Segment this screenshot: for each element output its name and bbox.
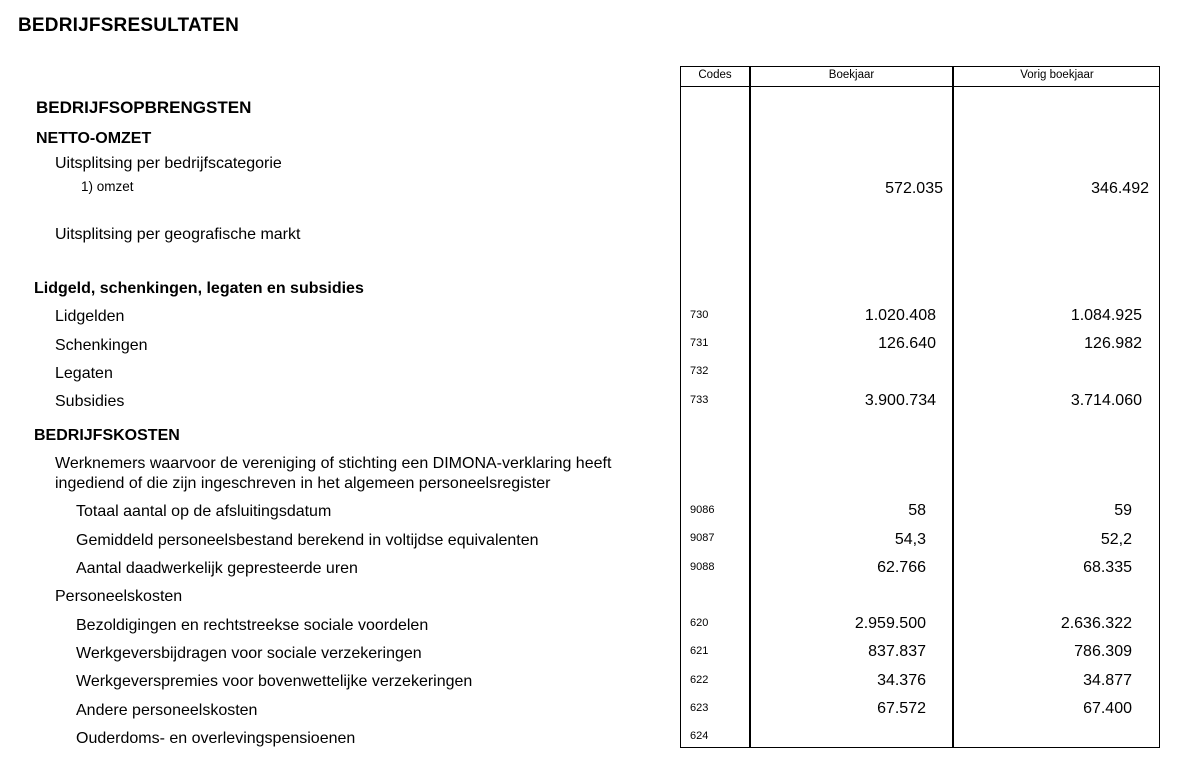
- subsection-heading-memberships-donations: Lidgeld, schenkingen, legaten en subsidies: [34, 280, 364, 297]
- value-previous-total-employees: 59: [1114, 502, 1132, 519]
- row-label-average-fte: Gemiddeld personeelsbestand berekend in voltijdse equivalenten: [76, 532, 539, 549]
- row-code-732: 732: [690, 365, 709, 377]
- current-column-divider: [952, 66, 954, 748]
- value-current-total-employees: 58: [908, 502, 926, 519]
- row-label-pensions: Ouderdoms- en overlevingspensioenen: [76, 730, 356, 747]
- row-code-624: 624: [690, 730, 709, 742]
- value-current-subsidies: 3.900.734: [864, 392, 936, 409]
- value-previous-subsidies: 3.714.060: [1070, 392, 1142, 409]
- value-current-schenkingen: 126.640: [878, 335, 936, 352]
- row-label-social-contributions: Werkgeversbijdragen voor sociale verzekeringen: [76, 645, 422, 662]
- value-previous-social-contributions: 786.309: [1074, 643, 1132, 660]
- header-divider: [680, 86, 1160, 87]
- row-label-extralegal-premiums: Werkgeverspremies voor bovenwettelijke verzekeringen: [76, 673, 473, 690]
- row-label-personnel-costs: Personeelskosten: [55, 588, 183, 605]
- row-code-9086: 9086: [690, 504, 715, 516]
- row-label-geographic-breakdown: Uitsplitsing per geografische markt: [55, 226, 301, 243]
- page-title: BEDRIJFSRESULTATEN: [18, 15, 240, 36]
- value-current-hours-worked: 62.766: [877, 559, 926, 576]
- row-code-621: 621: [690, 645, 709, 657]
- row-label-schenkingen: Schenkingen: [55, 337, 148, 354]
- row-label-employees-line1: Werknemers waarvoor de vereniging of stichting een DIMONA-verklaring heeft: [55, 455, 612, 472]
- row-label-category-breakdown: Uitsplitsing per bedrijfscategorie: [55, 155, 282, 172]
- row-label-lidgelden: Lidgelden: [55, 308, 125, 325]
- value-current-extralegal-premiums: 34.376: [877, 672, 926, 689]
- value-previous-lidgelden: 1.084.925: [1070, 307, 1142, 324]
- section-heading-operating-costs: BEDRIJFSKOSTEN: [34, 427, 180, 444]
- value-current-other-personnel-costs: 67.572: [877, 700, 926, 717]
- row-label-salaries: Bezoldigingen en rechtstreekse sociale voordelen: [76, 617, 429, 634]
- row-code-9087: 9087: [690, 532, 715, 544]
- column-header-codes: Codes: [698, 69, 732, 81]
- row-label-other-personnel-costs: Andere personeelskosten: [76, 702, 258, 719]
- row-label-total-employees: Totaal aantal op de afsluitingsdatum: [76, 503, 332, 520]
- row-label-omzet: 1) omzet: [81, 179, 134, 194]
- section-heading-revenue: BEDRIJFSOPBRENGSTEN: [36, 98, 252, 117]
- value-current-salaries: 2.959.500: [854, 615, 926, 632]
- column-header-current-year: Boekjaar: [828, 69, 875, 81]
- value-current-omzet: 572.035: [885, 180, 943, 197]
- row-label-employees-line2: ingediend of die zijn ingeschreven in het algemeen personeelsregister: [55, 475, 551, 492]
- value-previous-salaries: 2.636.322: [1060, 615, 1132, 632]
- row-code-733: 733: [690, 394, 709, 406]
- row-code-623: 623: [690, 702, 709, 714]
- row-code-620: 620: [690, 617, 709, 629]
- row-code-9088: 9088: [690, 561, 715, 573]
- codes-column-divider: [749, 66, 751, 748]
- value-previous-extralegal-premiums: 34.877: [1083, 672, 1132, 689]
- value-current-lidgelden: 1.020.408: [864, 307, 936, 324]
- row-label-hours-worked: Aantal daadwerkelijk gepresteerde uren: [76, 560, 358, 577]
- value-current-average-fte: 54,3: [894, 531, 926, 548]
- value-previous-omzet: 346.492: [1091, 180, 1149, 197]
- value-previous-hours-worked: 68.335: [1083, 559, 1132, 576]
- value-previous-average-fte: 52,2: [1100, 531, 1132, 548]
- subsection-heading-net-turnover: NETTO-OMZET: [36, 130, 152, 147]
- row-label-subsidies: Subsidies: [55, 393, 125, 410]
- row-code-730: 730: [690, 309, 709, 321]
- value-previous-schenkingen: 126.982: [1084, 335, 1142, 352]
- row-code-731: 731: [690, 337, 709, 349]
- column-header-previous-year: Vorig boekjaar: [1020, 69, 1094, 81]
- value-previous-other-personnel-costs: 67.400: [1083, 700, 1132, 717]
- value-current-social-contributions: 837.837: [868, 643, 926, 660]
- row-code-622: 622: [690, 674, 709, 686]
- row-label-legaten: Legaten: [55, 365, 113, 382]
